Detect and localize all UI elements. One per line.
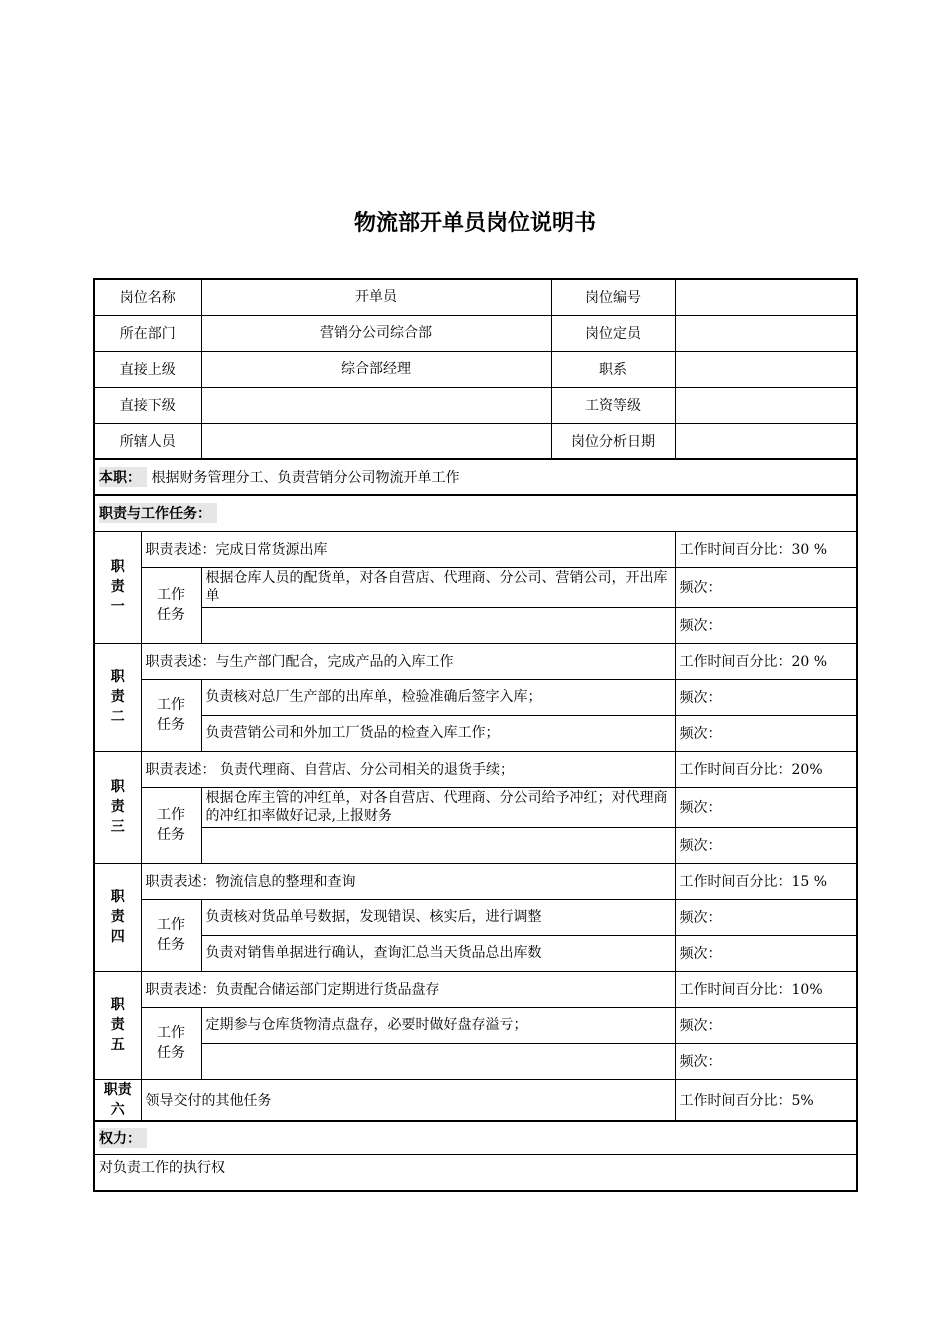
task-label (141, 1007, 201, 1079)
benzhi-row (94, 459, 857, 495)
basic-info-row (94, 423, 857, 459)
duty-label (94, 531, 141, 643)
duties-header-row (94, 495, 857, 531)
task-frequency: 频次： (675, 679, 857, 715)
duty-label (94, 643, 141, 751)
duty-task-row (94, 899, 857, 935)
duty-label-text: 职责五 (110, 997, 125, 1053)
benzhi-label: 本职： (99, 467, 147, 487)
duty-desc-row (94, 531, 857, 567)
field-value (675, 315, 857, 351)
time-percentage: 工作时间百分比：10% (675, 971, 857, 1007)
task-label-text: 工作任务 (156, 697, 185, 733)
duty-task-row (94, 607, 857, 643)
field-label: 直接下级 (94, 387, 201, 423)
duty-label (94, 1079, 141, 1121)
task-label-text: 工作任务 (156, 587, 185, 623)
task-label-text: 工作任务 (156, 1025, 185, 1061)
task-frequency: 频次： (675, 827, 857, 863)
time-percentage: 工作时间百分比：5% (675, 1079, 857, 1121)
duty-description: 领导交付的其他任务 (141, 1079, 675, 1121)
duty-description: 职责表述：负责配合储运部门定期进行货品盘存 (141, 971, 675, 1007)
task-label (141, 899, 201, 971)
basic-info-row (94, 387, 857, 423)
field-label: 所辖人员 (94, 423, 201, 459)
duties-header: 职责与工作任务： (99, 503, 217, 523)
duty-desc-row (94, 643, 857, 679)
duty-label-text: 职责三 (110, 779, 125, 835)
task-label (141, 679, 201, 751)
task-label (141, 787, 201, 863)
task-frequency: 频次： (675, 715, 857, 751)
benzhi-text: 根据财务管理分工、负责营销分公司物流开单工作 (151, 470, 460, 486)
benzhi-cell (94, 459, 857, 495)
duty-label-text: 职责六 (103, 1081, 132, 1118)
task-text (201, 607, 675, 643)
duty-description: 职责表述： 负责代理商、自营店、分公司相关的退货手续； (141, 751, 675, 787)
task-frequency: 频次： (675, 607, 857, 643)
duty-task-row (94, 679, 857, 715)
basic-info-row (94, 351, 857, 387)
task-frequency: 频次： (675, 935, 857, 971)
field-label: 岗位定员 (551, 315, 675, 351)
duty-task-row (94, 1043, 857, 1079)
page-title: 物流部开单员岗位说明书 (353, 211, 596, 236)
basic-info-row (94, 279, 857, 315)
field-label: 岗位分析日期 (551, 423, 675, 459)
task-frequency: 频次： (675, 1043, 857, 1079)
field-value: 营销分公司综合部 (201, 315, 551, 351)
field-label: 直接上级 (94, 351, 201, 387)
power-row (94, 1155, 857, 1191)
duty-task-row (94, 827, 857, 863)
duty6-row (94, 1079, 857, 1121)
duty-task-row (94, 935, 857, 971)
duty-desc-row (94, 971, 857, 1007)
field-value: 综合部经理 (201, 351, 551, 387)
task-frequency: 频次： (675, 567, 857, 607)
task-label (141, 567, 201, 643)
duty-task-row (94, 567, 857, 607)
duty-desc-row (94, 751, 857, 787)
duty-description: 职责表述：与生产部门配合，完成产品的入库工作 (141, 643, 675, 679)
task-label-text: 工作任务 (156, 807, 185, 843)
task-text: 负责对销售单据进行确认，查询汇总当天货品总出库数 (201, 935, 675, 971)
task-text: 根据仓库主管的冲红单，对各自营店、代理商、分公司给予冲红；对代理商的冲红扣率做好记录,上报财务 (201, 787, 675, 827)
duty-label (94, 863, 141, 971)
power-label: 权力： (99, 1128, 147, 1148)
field-value (675, 279, 857, 315)
duty-label-text: 职责一 (110, 559, 125, 615)
task-text (201, 827, 675, 863)
task-frequency: 频次： (675, 1007, 857, 1043)
field-value (201, 423, 551, 459)
duty-desc-row (94, 863, 857, 899)
duty-label (94, 971, 141, 1079)
time-percentage: 工作时间百分比：30 % (675, 531, 857, 567)
duty-task-row (94, 715, 857, 751)
duties-header-cell (94, 495, 857, 531)
duty-description: 职责表述：物流信息的整理和查询 (141, 863, 675, 899)
time-percentage: 工作时间百分比：20% (675, 751, 857, 787)
power-header-row (94, 1121, 857, 1155)
task-text: 负责核对总厂生产部的出库单，检验准确后签字入库； (201, 679, 675, 715)
duty-label-text: 职责二 (110, 669, 125, 725)
task-text: 定期参与仓库货物清点盘存，必要时做好盘存溢亏； (201, 1007, 675, 1043)
job-description-table (93, 278, 858, 1192)
task-text: 负责核对货品单号数据，发现错误、核实后，进行调整 (201, 899, 675, 935)
field-value (201, 387, 551, 423)
task-label-text: 工作任务 (156, 917, 185, 953)
field-value: 开单员 (201, 279, 551, 315)
task-frequency: 频次： (675, 787, 857, 827)
basic-info-row (94, 315, 857, 351)
duty-label (94, 751, 141, 863)
duty-description: 职责表述：完成日常货源出库 (141, 531, 675, 567)
field-label: 工资等级 (551, 387, 675, 423)
field-label: 岗位名称 (94, 279, 201, 315)
task-text (201, 1043, 675, 1079)
task-text: 根据仓库人员的配货单，对各自营店、代理商、分公司、营销公司，开出库单 (201, 567, 675, 607)
field-label: 所在部门 (94, 315, 201, 351)
task-frequency: 频次： (675, 899, 857, 935)
duty-label-text: 职责四 (110, 889, 125, 945)
duty-task-row (94, 787, 857, 827)
time-percentage: 工作时间百分比：20 % (675, 643, 857, 679)
field-value (675, 351, 857, 387)
field-label: 岗位编号 (551, 279, 675, 315)
field-label: 职系 (551, 351, 675, 387)
power-header-cell (94, 1121, 857, 1155)
power-text: 对负责工作的执行权 (94, 1155, 857, 1191)
field-value (675, 387, 857, 423)
duty-task-row (94, 1007, 857, 1043)
time-percentage: 工作时间百分比：15 % (675, 863, 857, 899)
task-text: 负责营销公司和外加工厂货品的检查入库工作； (201, 715, 675, 751)
field-value (675, 423, 857, 459)
